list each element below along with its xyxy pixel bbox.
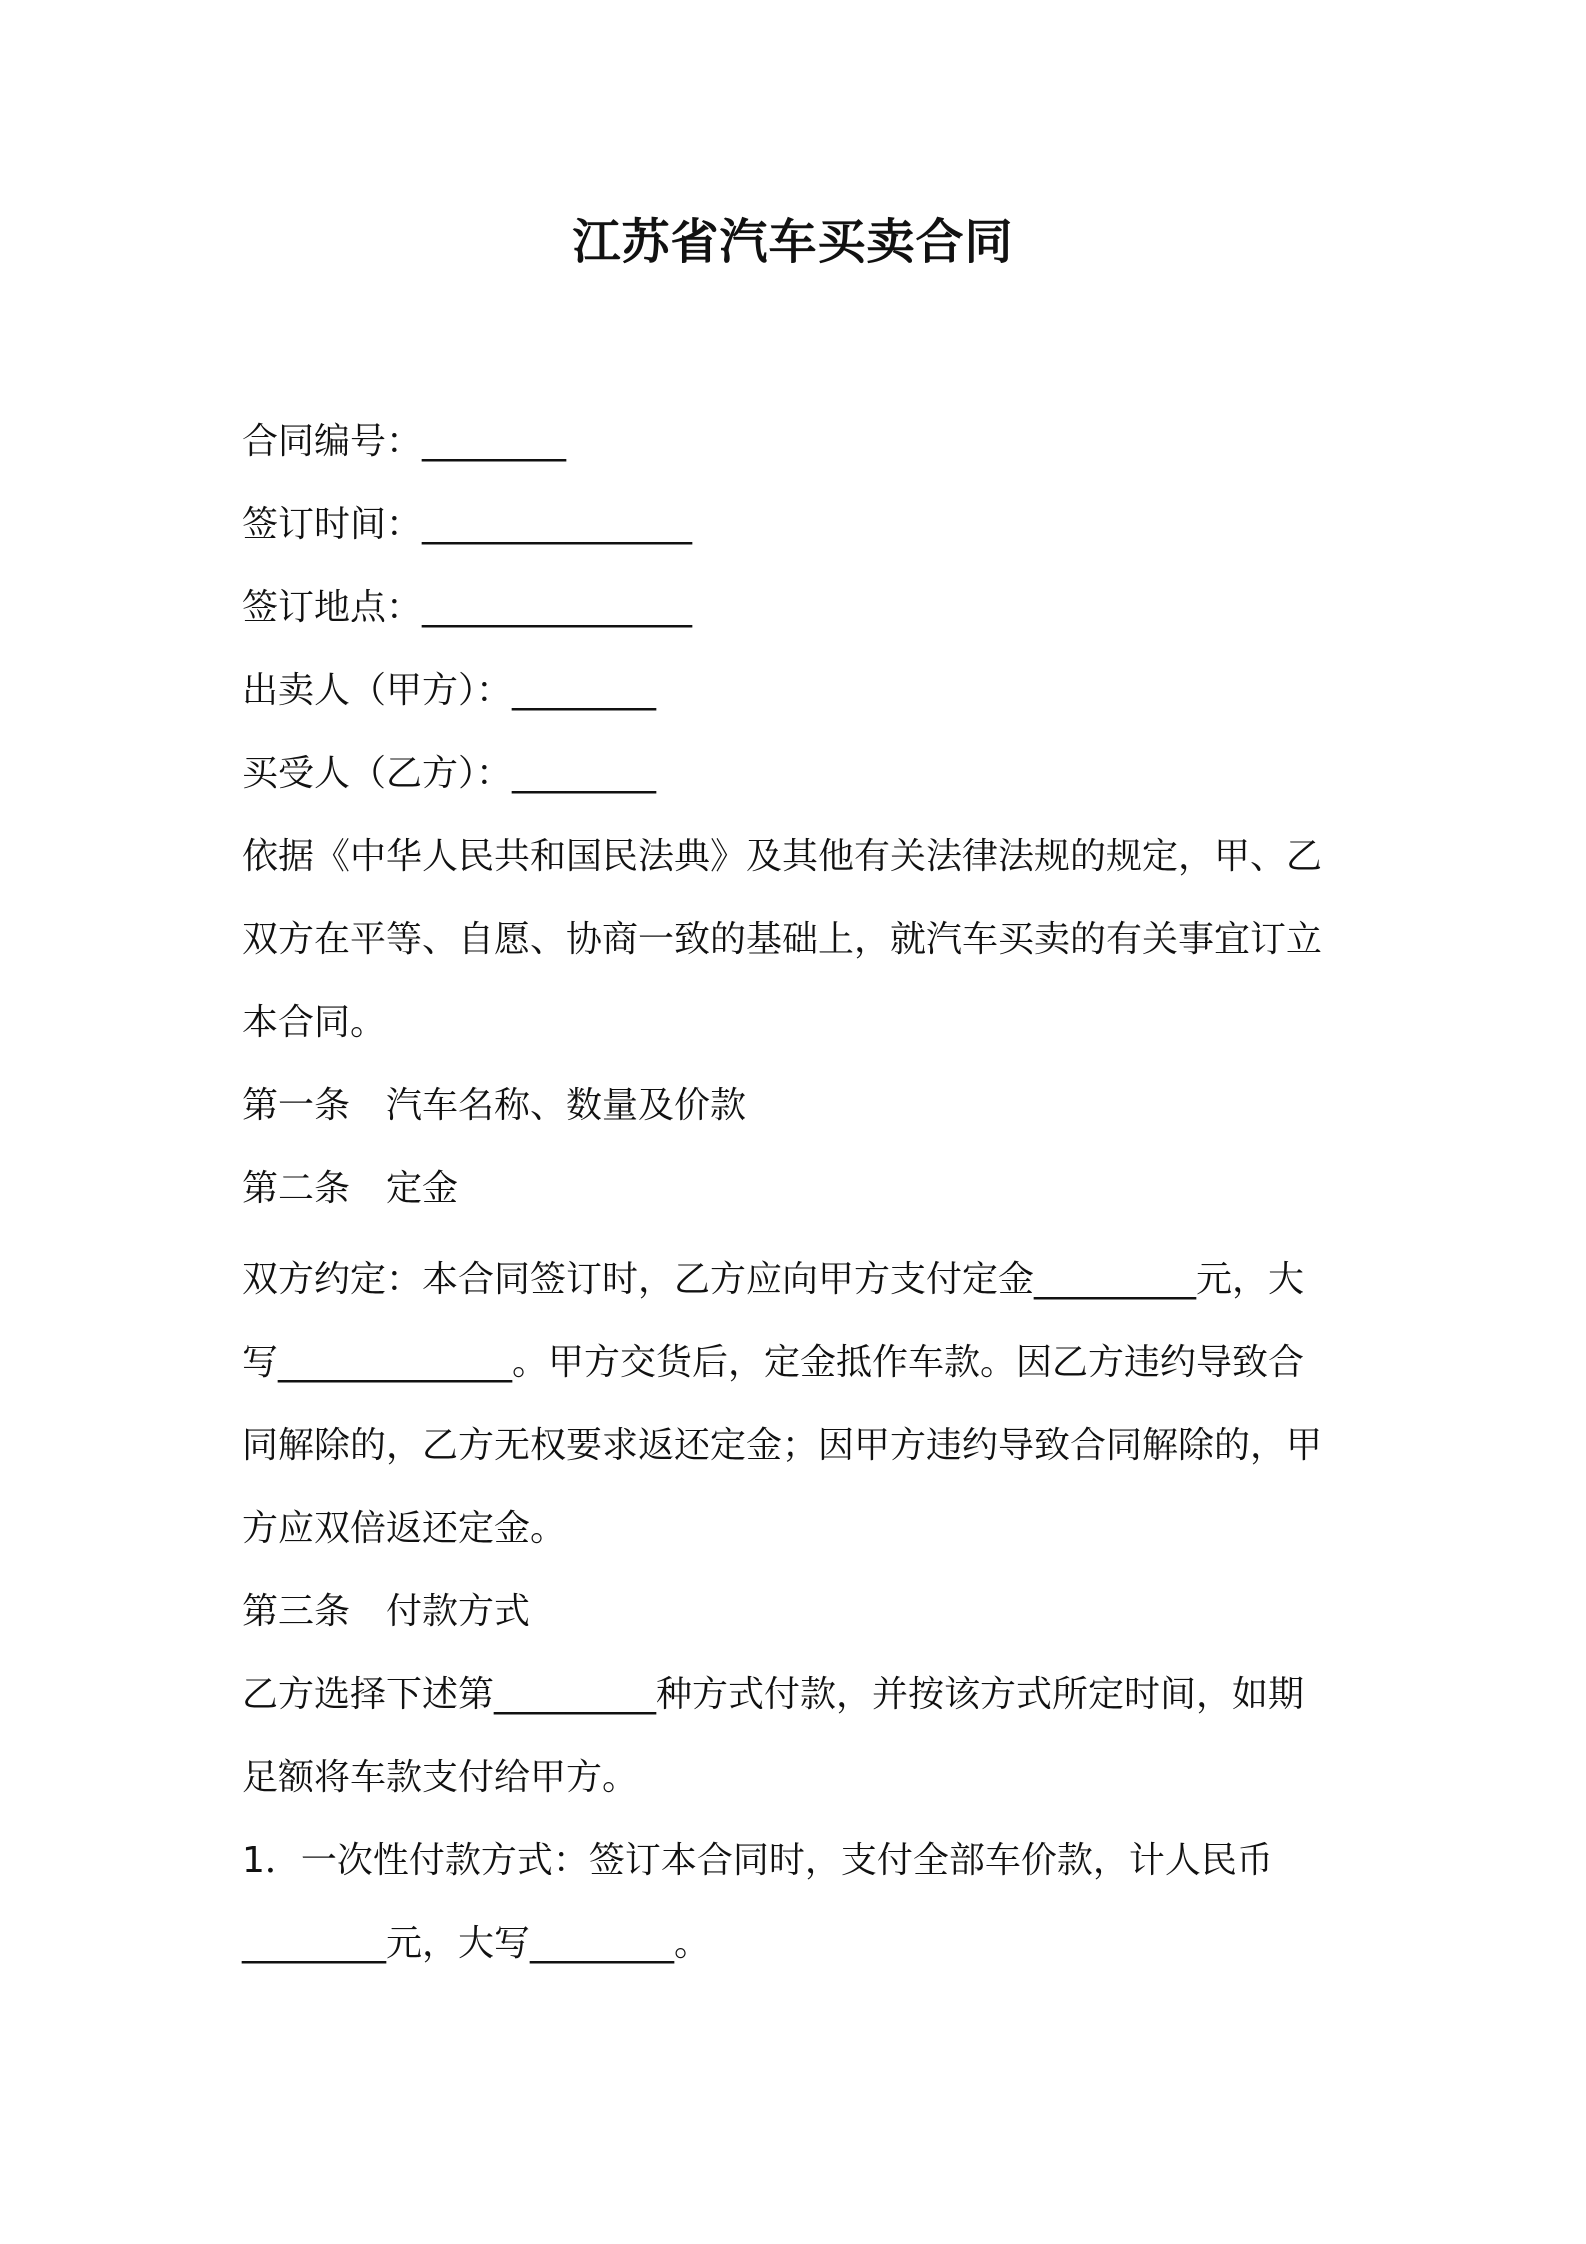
article-2-line-1: 双方约定：本合同签订时，乙方应向甲方支付定金_________元，大: [242, 1259, 1305, 1300]
buyer-field: 买受人（乙方）：________: [242, 753, 657, 794]
contract-number-field: 合同编号：________: [242, 421, 567, 462]
article-3-line-2: 足额将车款支付给甲方。: [242, 1757, 639, 1798]
preamble-line-1: 依据《中华人民共和国民法典》及其他有关法律法规的规定，甲、乙: [242, 836, 1323, 877]
article-2-line-2: 写_____________。甲方交货后，定金抵作车款。因乙方违约导致合: [242, 1342, 1305, 1383]
article-3-line-1: 乙方选择下述第_________种方式付款，并按该方式所定时间，如期: [242, 1674, 1305, 1715]
article-1-heading: 第一条 汽车名称、数量及价款: [242, 1085, 747, 1126]
signing-time-field: 签订时间：_______________: [242, 504, 693, 545]
payment-option-1-line-2: ________元，大写________。: [242, 1923, 711, 1964]
signing-place-field: 签订地点：_______________: [242, 587, 693, 628]
article-2-heading: 第二条 定金: [242, 1168, 459, 1209]
seller-field: 出卖人（甲方）：________: [242, 670, 657, 711]
article-3-heading: 第三条 付款方式: [242, 1591, 531, 1632]
document-title: 江苏省汽车买卖合同: [572, 214, 1014, 270]
article-2-line-3: 同解除的，乙方无权要求返还定金；因甲方违约导致合同解除的，甲: [242, 1425, 1323, 1466]
payment-option-1-line-1: 1．一次性付款方式：签订本合同时，支付全部车价款，计人民币: [242, 1840, 1273, 1881]
article-2-line-4: 方应双倍返还定金。: [242, 1508, 567, 1549]
preamble-line-2: 双方在平等、自愿、协商一致的基础上，就汽车买卖的有关事宜订立: [242, 919, 1323, 960]
preamble-line-3: 本合同。: [242, 1002, 387, 1043]
